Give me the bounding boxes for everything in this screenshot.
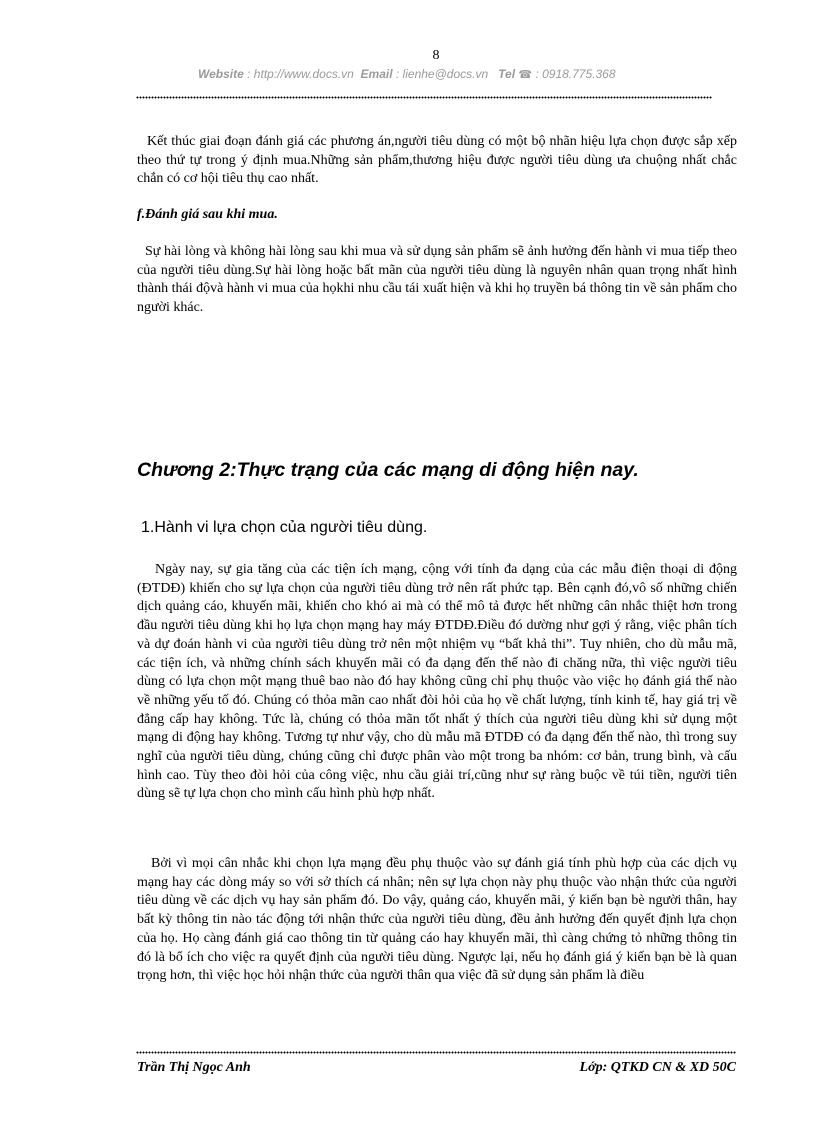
phone-icon: ☎	[518, 69, 533, 81]
footer-author: Trần Thị Ngọc Anh	[137, 1060, 251, 1075]
paragraph-consumer-choice: Ngày nay, sự gia tăng của các tiện ích mạng, cộng với tính đa dạng của các mẫu điện thoại di động (ĐTDĐ) khiến cho sự lựa chọn của người tiêu dùng trở nên rất phức tạp. Bên cạnh đó,vô số những chiến dịch quảng cáo, khuyến mãi, khiến cho khó ai mà có thể mô tả được hết những cân nhắc thiệt hơn trong đầu người tiêu dùng khi họ lựa chọn mạng hay máy ĐTDĐ.Điều đó dường như gợi ý rằng, việc phân tích và dự đoán hành vi của người tiêu dùng trở nên một nhiệm vụ “bất khả thi”. Tuy nhiên, cho dù mẫu mã, các tiện ích, và những chính sách khuyến mãi có đa dạng đến thế nào đi chăng nữa, thì việc người tiêu dùng có lựa chọn một mạng thuê bao nào đó hay không cũng chỉ phụ thuộc vào việc họ đánh giá thế nào về những yếu tố đó. Chúng có thỏa mãn cao nhất đòi hỏi của họ về chất lượng, tính kinh tế, hay giá trị về đẳng cấp hay không. Tức là, chúng có thỏa mãn tốt nhất ý thích của người tiêu dùng khi sử dụng một mạng di động hay không. Tương tự như vậy, cho dù mẫu mã ĐTDĐ có đa dạng đến thế nào, thì trong suy nghĩ của người tiêu dùng, chúng cũng chỉ được phân vào một trong ba nhóm: cơ bản, trung bình, và cấu hình cao. Tùy theo đòi hỏi của công việc, nhu cầu giải trí,cũng như sự ràng buộc về túi tiền, người tiên dùng sẽ tự lựa chọn cho mình cấu hình phù hợp nhất.	[137, 562, 737, 802]
header-dotted-divider	[136, 96, 712, 99]
footer-class: Lớp: QTKD CN & XD 50C	[579, 1060, 736, 1075]
tel-value: : 0918.775.368	[535, 67, 616, 81]
page-number: 8	[432, 48, 440, 63]
sub-heading-post-purchase: f.Đánh giá sau khi mua.	[137, 207, 278, 222]
website-value: : http://www.docs.vn	[247, 67, 354, 81]
footer-dotted-divider	[136, 1051, 736, 1054]
paragraph-post-purchase: Sự hài lòng và không hài lòng sau khi mua và sử dụng sản phẩm sẽ ảnh hưởng đến hành vi mua tiếp theo của người tiêu dùng.Sự hài lòng hoặc bất mãn của người tiêu dùng là nguyên nhân quan trọng nhất hình thành thái độvà hành vi mua của họkhi nhu cầu tái xuất hiện và khi họ truyền bá thông tin về sản phẩm cho người khác.	[137, 244, 737, 316]
email-value: : lienhe@docs.vn	[395, 67, 489, 81]
paragraph-evaluation-end: Kết thúc giai đoạn đánh giá các phương án,người tiêu dùng có một bộ nhãn hiệu lựa chọn được sắp xếp theo thứ tự trong ý định mua.Những sản phẩm,thương hiệu được người tiêu dùng ưa chuộng nhất chắc chắn có cơ hội tiêu thụ cao nhất.	[137, 134, 737, 187]
website-label: Website	[198, 67, 244, 81]
chapter-title: Chương 2:Thực trạng của các mạng di động hiện nay.	[137, 459, 639, 481]
paragraph-network-evaluation: Bởi vì mọi cân nhắc khi chọn lựa mạng đều phụ thuộc vào sự đánh giá tính phù hợp của các dịch vụ mạng hay các dòng máy so với sở thích cá nhân; nên sự lựa chọn này phụ thuộc vào nhận thức của người tiêu dùng về các dịch vụ hay sản phẩm đó. Do vậy, quảng cáo, khuyến mãi, ý kiến bạn bè người thân, hay bất kỳ thông tin nào tác động tới nhận thức của người tiêu dùng, đều ảnh hưởng đến quyết định lựa chọn của họ. Họ càng đánh giá cao thông tin từ quảng cáo hay khuyến mãi, thì càng chứng tỏ những thông tin đó là bổ ích cho việc ra quyết định của người tiêu dùng. Ngược lại, nếu họ đánh giá ý kiến bạn bè là quan trọng hơn, thì việc học hỏi nhận thức của người thân qua việc đã sử dụng sản phẩm là điều	[137, 856, 737, 984]
tel-label: Tel	[498, 67, 516, 81]
email-label: Email	[360, 67, 393, 81]
document-header	[198, 67, 616, 81]
section-title: 1.Hành vi lựa chọn của người tiêu dùng.	[141, 519, 428, 536]
